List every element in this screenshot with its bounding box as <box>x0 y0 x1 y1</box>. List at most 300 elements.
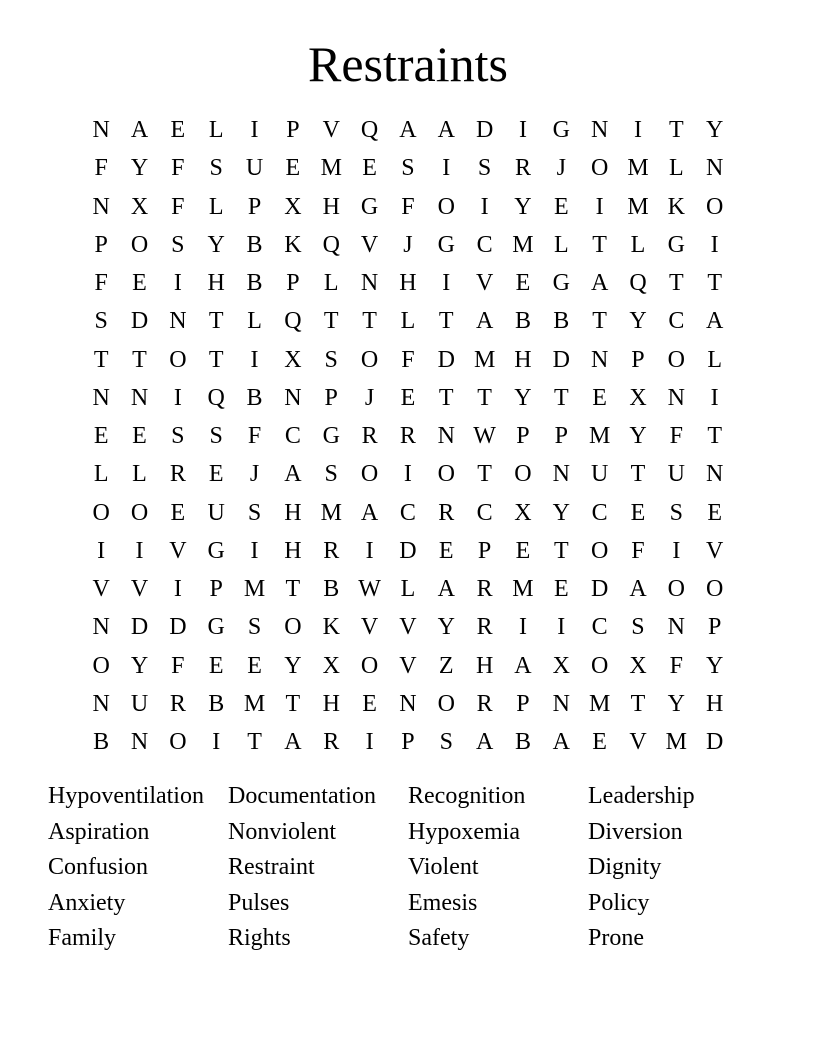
grid-letter: C <box>399 499 416 526</box>
grid-letter: B <box>208 690 225 717</box>
grid-letter: R <box>514 155 531 182</box>
grid-letter: O <box>360 461 379 488</box>
grid-letter: L <box>132 461 147 488</box>
word-list-item: Documentation <box>228 783 376 809</box>
grid-letter: S <box>439 729 453 756</box>
grid-row <box>82 685 734 723</box>
grid-letter: N <box>92 117 110 144</box>
grid-letter: D <box>552 346 570 373</box>
grid-letter: C <box>591 499 608 526</box>
grid-letter: A <box>399 117 417 144</box>
word-list-item: Leadership <box>588 783 695 809</box>
grid-letter: M <box>512 231 534 258</box>
grid-letter: S <box>324 461 338 488</box>
grid-letter: A <box>437 117 455 144</box>
grid-letter: U <box>130 690 149 717</box>
grid-letter: A <box>284 729 302 756</box>
grid-letter: U <box>590 461 609 488</box>
grid-letter: S <box>171 423 185 450</box>
grid-letter: T <box>285 576 301 603</box>
grid-letter: P <box>477 537 492 564</box>
grid-letter: X <box>629 384 647 411</box>
grid-letter: N <box>706 155 724 182</box>
grid-letter: O <box>514 461 532 488</box>
grid-letter: I <box>173 576 182 603</box>
grid-letter: A <box>552 729 570 756</box>
grid-letter: N <box>284 384 302 411</box>
word-list-item: Safety <box>408 925 470 951</box>
letter-grid <box>82 111 734 761</box>
grid-row <box>82 494 734 532</box>
grid-row <box>82 226 734 264</box>
grid-letter: A <box>437 576 455 603</box>
grid-letter: O <box>667 576 685 603</box>
grid-letter: O <box>360 346 379 373</box>
grid-row <box>82 341 734 379</box>
grid-letter: V <box>322 117 340 144</box>
grid-letter: I <box>442 270 451 297</box>
grid-letter: B <box>246 231 263 258</box>
grid-letter: Z <box>438 652 454 679</box>
grid-letter: J <box>403 231 413 258</box>
grid-letter: R <box>476 614 493 641</box>
grid-letter: N <box>399 690 417 717</box>
grid-letter: R <box>361 423 378 450</box>
grid-letter: O <box>590 155 609 182</box>
grid-letter: T <box>247 729 262 756</box>
grid-letter: N <box>92 614 110 641</box>
grid-letter: A <box>130 117 149 144</box>
grid-letter: A <box>590 270 609 297</box>
grid-letter: O <box>437 193 455 220</box>
grid-letter: I <box>480 193 489 220</box>
grid-letter: T <box>93 346 109 373</box>
grid-letter: S <box>171 231 185 258</box>
grid-letter: V <box>399 652 417 679</box>
grid-letter: Y <box>706 117 724 144</box>
grid-letter: G <box>552 270 570 297</box>
grid-letter: I <box>403 461 412 488</box>
grid-letter: E <box>553 576 569 603</box>
grid-letter: E <box>707 499 722 526</box>
grid-letter: Y <box>130 652 149 679</box>
grid-row <box>82 532 734 570</box>
grid-letter: S <box>401 155 415 182</box>
word-list-item: Confusion <box>48 854 149 880</box>
grid-letter: V <box>360 614 379 641</box>
grid-letter: E <box>208 652 224 679</box>
grid-letter: N <box>552 690 570 717</box>
grid-letter: F <box>401 346 415 373</box>
grid-letter: H <box>284 499 302 526</box>
grid-letter: Y <box>284 652 302 679</box>
grid-letter: I <box>518 117 527 144</box>
grid-letter: G <box>437 231 455 258</box>
grid-letter: L <box>630 231 646 258</box>
grid-row <box>82 647 734 685</box>
word-list-item: Restraint <box>228 854 315 880</box>
grid-letter: B <box>514 308 531 335</box>
word-list-item: Hypoxemia <box>408 818 520 845</box>
grid-letter: O <box>590 537 609 564</box>
grid-row <box>82 111 734 149</box>
grid-letter: T <box>208 308 224 335</box>
grid-letter: E <box>132 423 147 450</box>
grid-letter: I <box>250 346 259 373</box>
grid-letter: Q <box>284 308 302 335</box>
grid-letter: I <box>557 614 566 641</box>
grid-letter: E <box>247 652 262 679</box>
word-list-item: Recognition <box>408 783 526 809</box>
grid-letter: G <box>360 193 379 220</box>
grid-letter: T <box>362 308 377 335</box>
grid-letter: E <box>170 117 186 144</box>
grid-letter: S <box>477 155 492 182</box>
grid-letter: F <box>401 193 415 220</box>
grid-letter: K <box>284 231 302 258</box>
grid-letter: B <box>246 270 263 297</box>
grid-row <box>82 188 734 226</box>
grid-letter: H <box>475 652 494 679</box>
grid-letter: E <box>170 499 186 526</box>
grid-letter: I <box>672 537 681 564</box>
grid-letter: M <box>627 155 649 182</box>
grid-letter: Y <box>514 193 532 220</box>
grid-letter: K <box>322 614 340 641</box>
grid-row <box>82 264 734 302</box>
grid-letter: N <box>360 270 379 297</box>
grid-letter: R <box>169 461 186 488</box>
grid-letter: L <box>208 193 224 220</box>
grid-letter: L <box>668 155 684 182</box>
grid-letter: Q <box>207 384 225 411</box>
grid-letter: I <box>518 614 527 641</box>
grid-letter: V <box>92 576 110 603</box>
grid-row <box>82 149 734 187</box>
word-list-item: Dignity <box>588 854 662 880</box>
grid-letter: O <box>360 652 379 679</box>
grid-letter: Y <box>130 155 149 182</box>
grid-letter: F <box>94 155 108 182</box>
grid-letter: M <box>243 690 266 717</box>
grid-letter: O <box>590 652 609 679</box>
grid-letter: V <box>360 231 379 258</box>
grid-letter: N <box>590 117 609 144</box>
word-list-item: Violent <box>408 854 479 880</box>
grid-letter: T <box>668 117 684 144</box>
grid-letter: N <box>92 384 110 411</box>
grid-letter: D <box>437 346 455 373</box>
grid-letter: X <box>284 346 302 373</box>
grid-letter: C <box>476 231 493 258</box>
grid-letter: U <box>245 155 264 182</box>
grid-letter: R <box>476 690 493 717</box>
grid-letter: G <box>207 614 225 641</box>
grid-letter: C <box>476 499 493 526</box>
grid-letter: G <box>552 117 570 144</box>
grid-letter: N <box>667 384 685 411</box>
grid-letter: V <box>629 729 647 756</box>
grid-letter: L <box>247 308 262 335</box>
grid-letter: V <box>475 270 494 297</box>
grid-letter: V <box>399 614 417 641</box>
grid-letter: R <box>476 576 493 603</box>
grid-row <box>82 723 734 761</box>
grid-letter: Q <box>360 117 379 144</box>
grid-letter: R <box>323 729 340 756</box>
grid-letter: P <box>286 270 300 297</box>
grid-letter: S <box>247 499 262 526</box>
grid-letter: M <box>320 499 342 526</box>
grid-letter: M <box>588 690 611 717</box>
grid-letter: O <box>169 729 187 756</box>
grid-letter: P <box>554 423 568 450</box>
word-list-item: Aspiration <box>48 818 150 845</box>
grid-letter: D <box>130 614 149 641</box>
grid-letter: E <box>630 499 646 526</box>
word-list-item: Rights <box>228 925 291 951</box>
grid-letter: P <box>94 231 108 258</box>
grid-letter: R <box>399 423 416 450</box>
grid-letter: F <box>631 537 645 564</box>
grid-letter: D <box>475 117 494 144</box>
grid-letter: A <box>360 499 379 526</box>
grid-letter: H <box>322 193 340 220</box>
grid-letter: B <box>553 308 570 335</box>
grid-letter: F <box>171 155 185 182</box>
grid-letter: H <box>207 270 225 297</box>
grid-letter: W <box>358 576 381 603</box>
grid-letter: A <box>475 729 494 756</box>
grid-letter: G <box>322 423 340 450</box>
grid-letter: D <box>169 614 187 641</box>
grid-letter: N <box>92 193 110 220</box>
grid-letter: R <box>323 537 340 564</box>
grid-letter: N <box>92 690 110 717</box>
grid-letter: E <box>362 690 377 717</box>
grid-letter: E <box>515 537 531 564</box>
grid-letter: I <box>633 117 642 144</box>
grid-letter: G <box>667 231 685 258</box>
grid-letter: I <box>135 537 144 564</box>
word-list-item: Prone <box>588 925 644 951</box>
grid-letter: O <box>437 690 455 717</box>
grid-letter: O <box>92 499 110 526</box>
grid-letter: I <box>365 537 374 564</box>
grid-letter: U <box>207 499 225 526</box>
grid-row <box>82 570 734 608</box>
grid-letter: P <box>209 576 223 603</box>
word-list-item: Pulses <box>228 889 290 916</box>
grid-letter: H <box>399 270 417 297</box>
grid-letter: T <box>668 270 684 297</box>
grid-letter: H <box>706 690 724 717</box>
grid-letter: E <box>400 384 416 411</box>
word-list <box>48 779 768 957</box>
word-list-item: Diversion <box>588 818 683 845</box>
grid-letter: N <box>437 423 455 450</box>
grid-letter: P <box>707 614 722 641</box>
grid-letter: E <box>285 155 301 182</box>
grid-letter: T <box>132 346 147 373</box>
grid-letter: K <box>667 193 685 220</box>
grid-letter: S <box>324 346 338 373</box>
grid-letter: E <box>132 270 147 297</box>
grid-letter: O <box>130 231 149 258</box>
grid-letter: B <box>514 729 531 756</box>
grid-letter: I <box>595 193 604 220</box>
grid-letter: Y <box>437 614 455 641</box>
grid-row <box>82 379 734 417</box>
grid-letter: A <box>629 576 647 603</box>
grid-letter: T <box>208 346 224 373</box>
grid-letter: Y <box>207 231 225 258</box>
grid-letter: M <box>588 423 611 450</box>
grid-letter: X <box>629 652 647 679</box>
word-list-item: Policy <box>588 889 650 916</box>
grid-letter: P <box>631 346 645 373</box>
word-list-item: Family <box>48 925 117 951</box>
grid-letter: T <box>592 308 607 335</box>
grid-letter: L <box>553 231 569 258</box>
grid-letter: T <box>477 384 492 411</box>
grid-letter: E <box>208 461 224 488</box>
grid-letter: E <box>553 193 569 220</box>
grid-letter: A <box>475 308 494 335</box>
grid-letter: T <box>323 308 339 335</box>
grid-letter: T <box>438 384 454 411</box>
grid-letter: M <box>627 193 649 220</box>
grid-letter: R <box>169 690 186 717</box>
grid-letter: S <box>209 155 223 182</box>
grid-letter: O <box>130 499 149 526</box>
grid-letter: P <box>324 384 338 411</box>
grid-letter: S <box>247 614 262 641</box>
grid-letter: E <box>362 155 377 182</box>
grid-letter: L <box>400 576 416 603</box>
grid-letter: O <box>284 614 302 641</box>
grid-letter: D <box>706 729 724 756</box>
grid-letter: P <box>516 690 530 717</box>
grid-letter: O <box>706 193 724 220</box>
grid-letter: L <box>93 461 109 488</box>
grid-letter: D <box>399 537 417 564</box>
grid-letter: I <box>710 231 719 258</box>
grid-letter: N <box>130 729 149 756</box>
grid-letter: X <box>284 193 302 220</box>
grid-letter: T <box>630 690 646 717</box>
grid-letter: X <box>552 652 570 679</box>
grid-letter: Y <box>629 423 647 450</box>
grid-letter: Q <box>322 231 340 258</box>
grid-letter: T <box>630 461 646 488</box>
grid-letter: A <box>706 308 724 335</box>
grid-letter: G <box>207 537 225 564</box>
grid-letter: U <box>667 461 685 488</box>
grid-letter: I <box>710 384 719 411</box>
grid-letter: M <box>512 576 534 603</box>
grid-letter: A <box>284 461 302 488</box>
grid-letter: N <box>130 384 149 411</box>
grid-letter: H <box>514 346 532 373</box>
grid-letter: I <box>442 155 451 182</box>
grid-letter: R <box>438 499 455 526</box>
grid-letter: N <box>590 346 609 373</box>
grid-letter: S <box>209 423 223 450</box>
grid-letter: V <box>706 537 724 564</box>
word-list-item: Emesis <box>408 889 478 916</box>
grid-letter: J <box>364 384 375 411</box>
grid-letter: P <box>247 193 262 220</box>
grid-letter: O <box>437 461 455 488</box>
grid-letter: I <box>173 384 182 411</box>
grid-letter: P <box>286 117 300 144</box>
grid-letter: T <box>707 423 722 450</box>
grid-letter: T <box>438 308 454 335</box>
grid-letter: Q <box>629 270 647 297</box>
grid-letter: M <box>665 729 687 756</box>
word-list-item: Anxiety <box>48 889 126 916</box>
grid-letter: A <box>514 652 532 679</box>
grid-letter: E <box>438 537 454 564</box>
grid-letter: S <box>669 499 683 526</box>
grid-letter: F <box>669 423 683 450</box>
grid-letter: I <box>212 729 221 756</box>
grid-letter: X <box>514 499 532 526</box>
page-title: Restraints <box>308 36 508 92</box>
grid-row <box>82 608 734 646</box>
grid-letter: N <box>706 461 724 488</box>
grid-letter: Y <box>667 690 685 717</box>
grid-letter: H <box>284 537 302 564</box>
grid-letter: Y <box>514 384 532 411</box>
grid-letter: Y <box>706 652 724 679</box>
grid-row <box>82 417 734 455</box>
grid-letter: T <box>285 690 301 717</box>
grid-letter: F <box>669 652 683 679</box>
grid-letter: B <box>246 384 263 411</box>
grid-letter: T <box>553 537 569 564</box>
grid-row <box>82 455 734 493</box>
grid-letter: W <box>473 423 496 450</box>
grid-letter: O <box>667 346 685 373</box>
word-list-item: Hypoventilation <box>48 783 204 809</box>
grid-letter: L <box>400 308 416 335</box>
grid-letter: J <box>249 461 260 488</box>
grid-letter: O <box>706 576 724 603</box>
word-list-item: Nonviolent <box>228 818 336 845</box>
grid-letter: L <box>707 346 722 373</box>
grid-letter: M <box>473 346 496 373</box>
grid-letter: I <box>250 117 259 144</box>
grid-letter: E <box>592 384 607 411</box>
grid-letter: M <box>320 155 342 182</box>
grid-letter: X <box>130 193 149 220</box>
grid-letter: O <box>169 346 187 373</box>
grid-letter: T <box>553 384 569 411</box>
grid-letter: Y <box>552 499 570 526</box>
grid-letter: V <box>169 537 187 564</box>
grid-letter: J <box>556 155 566 182</box>
grid-row <box>82 302 734 340</box>
grid-letter: X <box>322 652 340 679</box>
grid-letter: D <box>130 308 149 335</box>
grid-letter: T <box>707 270 722 297</box>
grid-letter: L <box>323 270 339 297</box>
grid-letter: E <box>592 729 607 756</box>
grid-letter: P <box>401 729 415 756</box>
grid-letter: S <box>631 614 645 641</box>
